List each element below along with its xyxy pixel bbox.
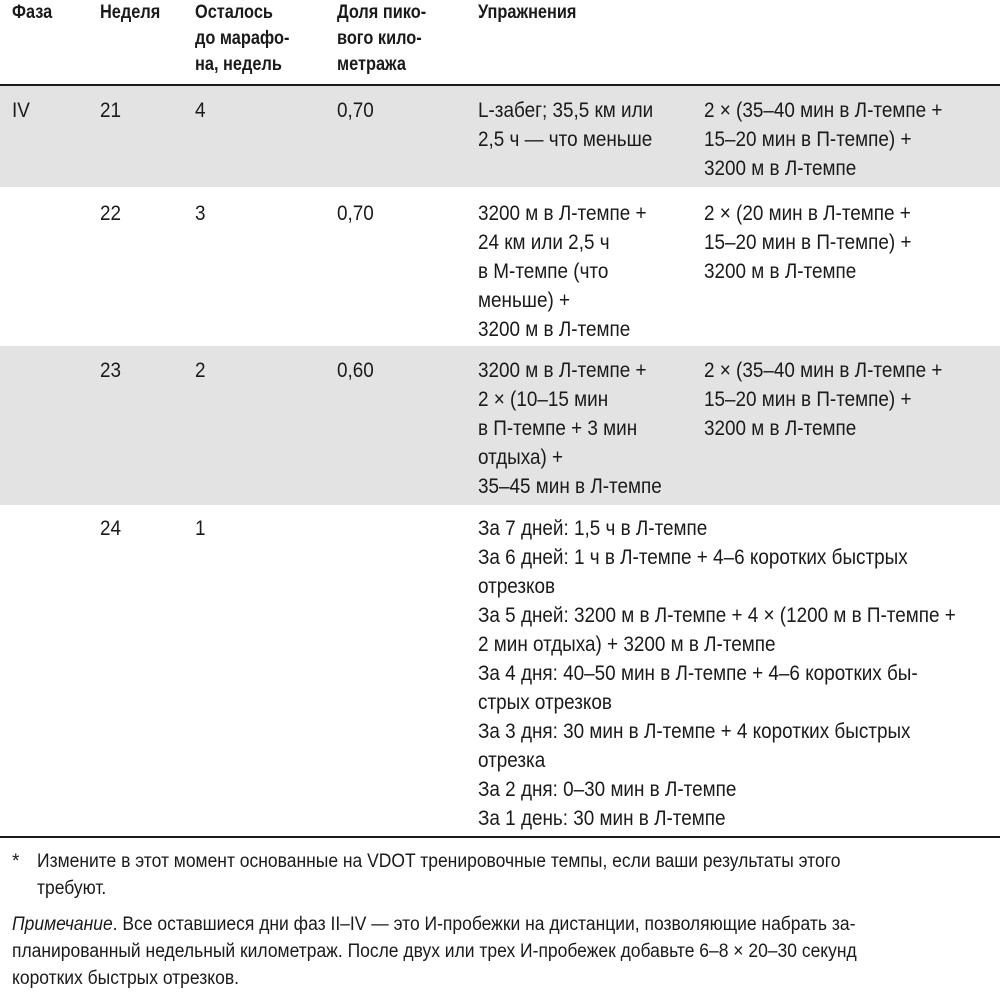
footnote-note: Примечание. Все оставшиеся дни фаз II–IV — это И-пробежки на дистанции, позволяющие набрать за- планированный недельный километраж. После двух или трех И-пробежек добавьте 6–8 × 20–30 секунд коротких быстрых отрезков. (12, 914, 857, 989)
cell-peak-share: 0,70 (337, 202, 374, 225)
footnote-asterisk: * (12, 851, 20, 872)
cell-quality-1: 3200 м в Л-темпе + 2 × (10–15 мин в П-темпе + 3 мин отдыха) + 35–45 мин в Л-темпе (478, 359, 662, 498)
table-bottom-rule (0, 836, 1000, 838)
cell-weeks-left: 2 (195, 359, 206, 382)
table-row-week-22 (0, 187, 1000, 346)
cell-weeks-left: 4 (195, 99, 206, 122)
table-row-week-21 (0, 86, 1000, 187)
cell-week: 21 (100, 99, 122, 122)
cell-weeks-left: 1 (195, 517, 206, 540)
note-first-line: . Все оставшиеся дни фаз II–IV — это И-пробежки на дистанции, позволяющие набрать за- (112, 914, 856, 935)
header-workouts: Упражнения (478, 2, 577, 23)
cell-quality-1: 3200 м в Л-темпе + 24 км или 2,5 ч в М-темпе (что меньше) + 3200 м в Л-темпе (478, 202, 647, 341)
cell-peak-share: 0,60 (337, 359, 374, 382)
cell-peak-share: 0,70 (337, 99, 374, 122)
cell-phase: IV (12, 99, 30, 122)
cell-taper-schedule: За 7 дней: 1,5 ч в Л-темпе За 6 дней: 1 ч в Л-темпе + 4–6 коротких быстрых отрезков За 5 дней: 3200 м в Л-темпе + 4 × (1200 м в П-темпе + 2 мин отдыха) + 3200 м в Л-темпе За 4 дня: 40–50 мин в Л-темпе + 4–6 коротких бы- стрых отрезков За 3 дня: 30 мин в Л-темпе + 4 коротких быстрых отрезка За 2 дня: 0–30 мин в Л-темпе За 1 день: 30 мин в Л-темпе (478, 517, 956, 830)
header-week: Неделя (100, 2, 161, 23)
cell-quality-2: 2 × (35–40 мин в Л-темпе + 15–20 мин в П-темпе) + 3200 м в Л-темпе (704, 99, 943, 180)
table-row-week-23 (0, 346, 1000, 505)
table-row-week-24 (0, 505, 1000, 836)
cell-quality-1: L-забег; 35,5 км или 2,5 ч — что меньше (478, 99, 654, 151)
cell-quality-2: 2 × (20 мин в Л-темпе + 15–20 мин в П-темпе) + 3200 м в Л-темпе (704, 202, 912, 283)
footnote-vdot: Измените в этот момент основанные на VDOT тренировочные темпы, если ваши результаты этого требуют. (37, 851, 841, 899)
cell-quality-2: 2 × (35–40 мин в Л-темпе + 15–20 мин в П-темпе) + 3200 м в Л-темпе (704, 359, 943, 440)
cell-week: 23 (100, 359, 122, 382)
cell-weeks-left: 3 (195, 202, 206, 225)
cell-week: 22 (100, 202, 122, 225)
table-header (0, 0, 1000, 86)
header-phase: Фаза (12, 2, 53, 23)
header-peak-share: Доля пико- вого кило- метража (337, 2, 427, 75)
cell-week: 24 (100, 517, 122, 540)
header-weeks-left: Осталось до марафо- на, недель (195, 2, 290, 75)
note-label: Примечание (12, 914, 113, 935)
